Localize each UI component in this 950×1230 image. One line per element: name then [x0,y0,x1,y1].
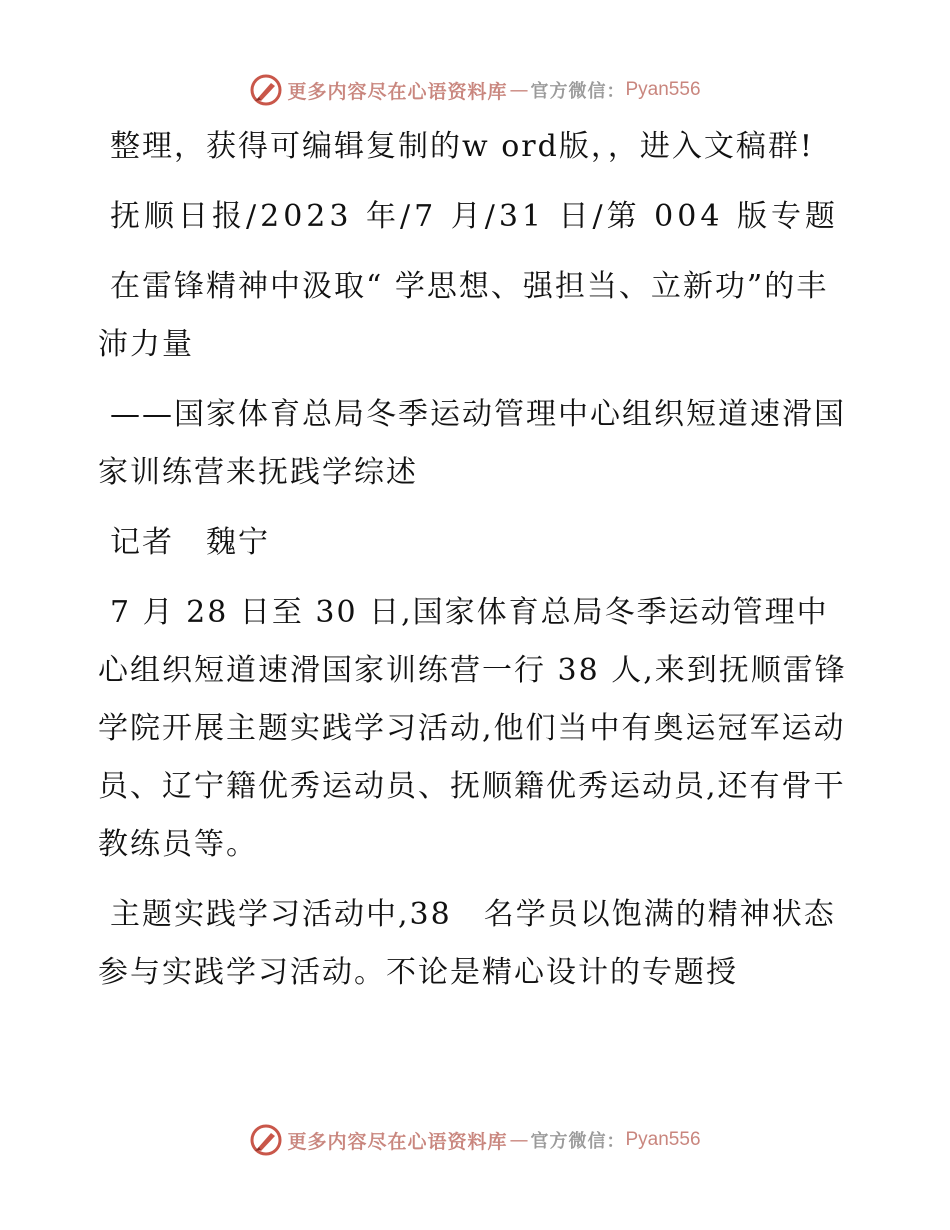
watermark-text: 更多内容尽在心语资料库 [287,1130,508,1153]
wechat-id: Pyan556 [625,79,701,100]
watermark-separator: — [509,1129,529,1151]
byline: 记者 魏宁 [110,525,270,560]
header-watermark [0,70,950,110]
article-subtitle: ——国家体育总局冬季运动管理中心组织短道速滑国家训练营来抚践学综述 [98,397,846,490]
wechat-label: 官方微信： [530,1131,626,1152]
pen-logo-icon [249,73,283,107]
intro-text: 整理，获得可编辑复制的w ord版，，进入文稿群! [110,129,814,164]
source-line: 抚顺日报/2023 年/7 月/31 日/第 004 版专题 [110,199,839,234]
wechat-label: 官方微信： [530,81,626,102]
document-body [98,118,858,1014]
body-paragraph: 主题实践学习活动中,38 名学员以饱满的精神状态参与实践学习活动。不论是精心设计的专题授 [98,897,836,990]
watermark-text: 更多内容尽在心语资料库 [287,80,508,103]
pen-logo-icon [249,1123,283,1157]
wechat-id: Pyan556 [625,1129,701,1150]
body-paragraph: 7 月 28 日至 30 日,国家体育总局冬季运动管理中心组织短道速滑国家训练营一行 38 人,来到抚顺雷锋学院开展主题实践学习活动,他们当中有奥运冠军运动员、辽宁籍优秀运动员、抚顺籍优秀运动员,还有骨干教练员等。 [98,595,847,862]
footer-watermark [0,1120,950,1160]
article-title: 在雷锋精神中汲取“ 学思想、强担当、立新功”的丰沛力量 [98,269,829,362]
watermark-separator: — [509,79,529,101]
